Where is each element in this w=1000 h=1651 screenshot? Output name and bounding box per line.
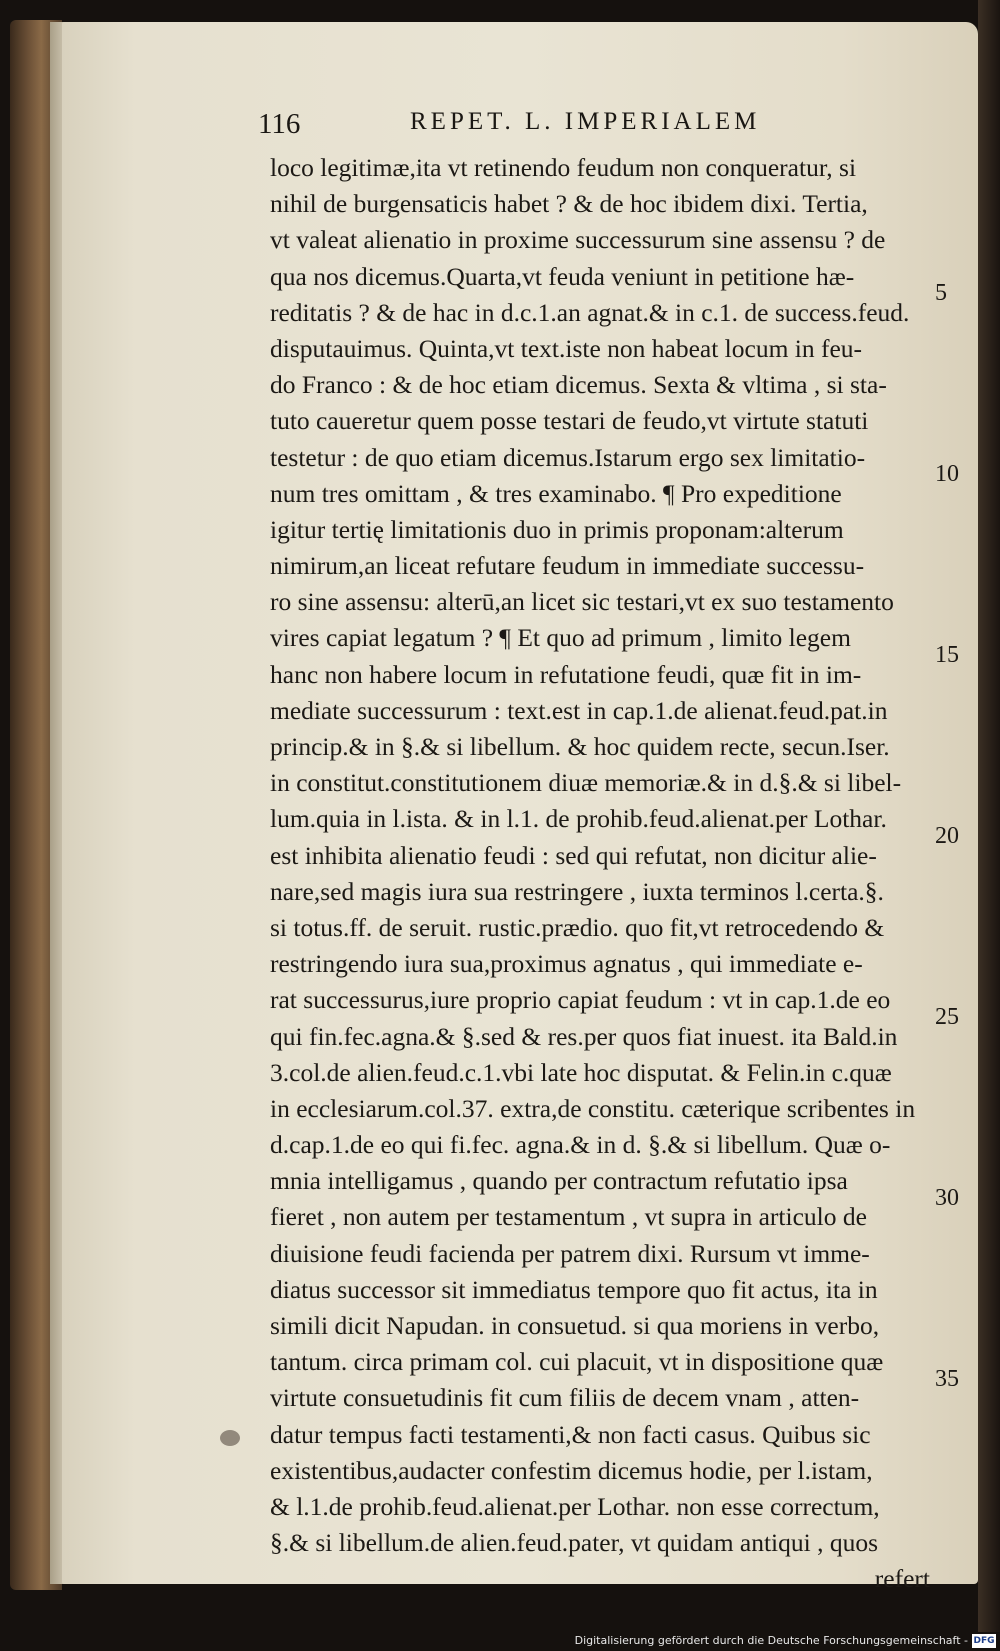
text-line: qui fin.fec.agna.& §.sed & res.per quos fiat inuest. ita Bald.in (270, 1021, 898, 1051)
margin-line-number: 15 (935, 642, 959, 668)
text-line: mnia intelligamus , quando per contractum refutatio ipsa (270, 1166, 848, 1196)
text-line: num tres omittam , & tres examinabo. ¶ Pro expeditione (270, 478, 842, 508)
text-line: existentibus,audacter confestim dicemus hodie, per l.istam, (270, 1455, 873, 1485)
margin-line-number: 25 (935, 1004, 959, 1030)
catchword: refert (874, 1564, 930, 1594)
text-line: igitur tertię limitationis duo in primis proponam:alterum (270, 514, 844, 544)
text-line: ro sine assensu: alterū,an licet sic testari,vt ex suo testamento (270, 587, 894, 617)
text-line: qua nos dicemus.Quarta,vt feuda veniunt in petitione hæ- (270, 261, 855, 291)
text-line: nimirum,an liceat refutare feudum in immediate successu- (270, 551, 865, 581)
right-edge (978, 0, 1000, 1651)
text-line: si totus.ff. de seruit. rustic.prædio. quo fit,vt retrocedendo & (270, 912, 885, 942)
text-line: princip.& in §.& si libellum. & hoc quidem recte, secun.Iser. (270, 732, 890, 761)
margin-line-number: 30 (935, 1185, 959, 1211)
text-line: diuisione feudi facienda per patrem dixi. Rursum vt imme- (270, 1238, 870, 1268)
digitization-credit: Digitalisierung gefördert durch die Deutsche Forschungsgemeinschaft - (574, 1634, 968, 1647)
text-line: lum.quia in l.ista. & in l.1. de prohib.feud.alienat.per Lothar. (270, 804, 887, 834)
text-line: tuto caueretur quem posse testari de feudo,vt virtute statuti (270, 406, 869, 436)
text-line: disputauimus. Quinta,vt text.iste non habeat locum in feu- (270, 333, 863, 363)
text-line: simili dicit Napudan. in consuetud. si qua moriens in verbo, (270, 1311, 880, 1340)
text-line: est inhibita alienatio feudi : sed qui refutat, non dicitur alie- (270, 840, 877, 870)
text-line: nihil de burgensaticis habet ? & de hoc ibidem dixi. Tertia, (270, 189, 868, 219)
text-line: in ecclesiarum.col.37. extra,de constitu. cæterique scribentes in (270, 1093, 916, 1123)
text-line: datur tempus facti testamenti,& non facti casus. Quibus sic (270, 1419, 871, 1449)
text-line: mediate successurum : text.est in cap.1.de alienat.feud.pat.in (270, 695, 888, 725)
ink-stain (220, 1430, 240, 1446)
text-line: fieret , non autem per testamentum , vt supra in articulo de (270, 1202, 867, 1232)
text-line: reditatis ? & de hac in d.c.1.an agnat.& in c.1. de success.feud. (270, 297, 910, 327)
text-line: virtute consuetudinis fit cum filiis de decem vnam , atten- (270, 1383, 860, 1413)
margin-line-number: 10 (935, 461, 959, 487)
text-line: tantum. circa primam col. cui placuit, vt in dispositione quæ (270, 1347, 884, 1377)
text-line: d.cap.1.de eo qui fi.fec. agna.& in d. §.& si libellum. Quæ o- (270, 1130, 891, 1160)
text-line: nare,sed magis iura sua restringere , iuxta terminos l.certa.§. (270, 876, 884, 906)
text-line: & l.1.de prohib.feud.alienat.per Lothar. non esse correctum, (270, 1491, 880, 1521)
text-line: testetur : de quo etiam dicemus.Istarum ergo sex limitatio- (270, 442, 866, 472)
text-line: loco legitimæ,ita vt retinendo feudum non conqueratur, si (270, 153, 857, 182)
text-line: restringendo iura sua,proximus agnatus , qui immediate e- (270, 949, 863, 979)
text-line: do Franco : & de hoc etiam dicemus. Sexta & vltima , si sta- (270, 370, 887, 400)
text-line: vires capiat legatum ? ¶ Et quo ad primum , limito legem (270, 623, 851, 653)
text-line: diatus successor sit immediatus tempore quo fit actus, ita in (270, 1274, 878, 1304)
page-number: 116 (258, 108, 301, 140)
dfg-logo-icon: DFG (973, 1636, 995, 1646)
page-header (258, 108, 878, 148)
text-line: 3.col.de alien.feud.c.1.vbi late hoc disputat. & Felin.in c.quæ (270, 1057, 892, 1087)
text-line: in constitut.constitutionem diuæ memoriæ.& in d.§.& si libel- (270, 768, 902, 798)
text-line: vt valeat alienatio in proxime successurum sine assensu ? de (270, 225, 886, 255)
body-text (270, 150, 930, 1598)
text-line: hanc non habere locum in refutatione feudi, quæ fit in im- (270, 659, 862, 689)
margin-line-number: 5 (935, 280, 947, 306)
running-title: REPET. L. IMPERIALEM (410, 108, 761, 135)
text-line: §.& si libellum.de alien.feud.pater, vt quidam antiqui , quos (270, 1528, 879, 1558)
text-line: rat successurus,iure proprio capiat feudum : vt in cap.1.de eo (270, 985, 891, 1015)
margin-line-number: 35 (935, 1366, 959, 1392)
margin-line-number: 20 (935, 823, 959, 849)
